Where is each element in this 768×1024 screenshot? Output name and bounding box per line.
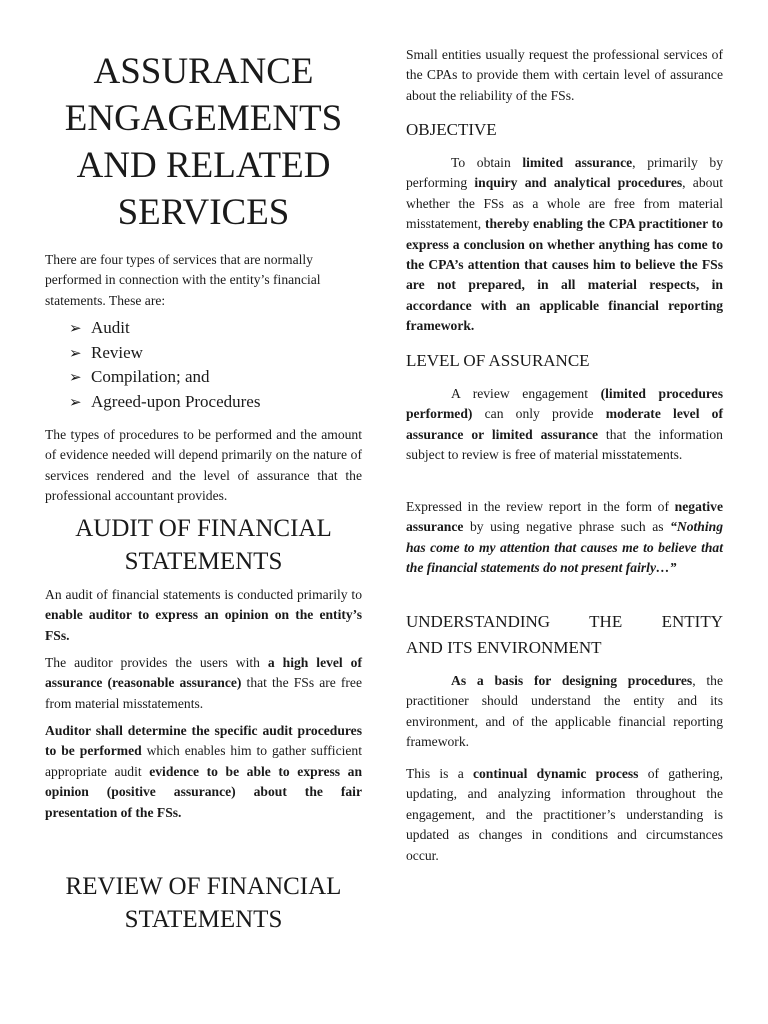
understanding-heading: UNDERSTANDING THE ENTITY	[406, 612, 723, 631]
review-section-title: REVIEW OF FINANCIAL STATEMENTS	[65, 873, 342, 933]
arrow-bullet-icon: ➢	[69, 319, 82, 337]
understanding-paragraph-2: This is a continual dynamic process of gathering, updating, and analyzing information throughout the engagement, and the practitioner’s understanding is updated as changes in conditions and circumstances occur.	[406, 766, 723, 863]
level-paragraph-1: A review engagement (limited procedures performed) can only provide moderate level of assurance or limited assurance that the information subject to review is free of material misstatements.	[406, 386, 723, 463]
main-title-line: ENGAGEMENTS	[64, 98, 343, 139]
arrow-bullet-icon: ➢	[69, 392, 82, 411]
main-title-line: ASSURANCE	[93, 51, 314, 92]
arrow-bullet-icon: ➢	[69, 368, 82, 386]
procedures-paragraph: The types of procedures to be performed and the amount of evidence needed will depend primarily on the nature of services rendered and the level of assurance that the professional accountant provides.	[45, 427, 362, 504]
arrow-bullet-icon: ➢	[69, 343, 82, 362]
list-item: ➢ Review	[69, 341, 359, 366]
audit-section-title: AUDIT OF FINANCIAL STATEMENTS	[75, 515, 332, 575]
main-title	[45, 48, 362, 236]
understanding-paragraph-1: As a basis for designing procedures, the practitioner should understand the entity and its environment, and of the applicable financial reporting framework.	[406, 673, 724, 750]
list-item: ➢ Audit	[69, 316, 359, 341]
small-entities-paragraph: Small entities usually request the professional services of the CPAs to provide them with certain level of assurance about the reliability of the FSs.	[406, 47, 723, 103]
level-of-assurance-heading: LEVEL OF ASSURANCE	[406, 351, 590, 370]
services-list	[69, 316, 359, 414]
audit-paragraph-2: The auditor provides the users with a high level of assurance (reasonable assurance) that the FSs are free from material misstatements.	[45, 655, 362, 711]
understanding-heading-line-2: AND ITS ENVIRONMENT	[406, 638, 602, 657]
list-item: ➢ Compilation; and	[69, 365, 359, 390]
main-title-line: SERVICES	[117, 192, 290, 233]
main-title-line: AND RELATED	[76, 145, 331, 186]
level-paragraph-2: Expressed in the review report in the form of negative assurance by using negative phrase such as “Nothing has come to my attention that causes me to believe that the financial statements do not present fairly…”	[406, 499, 723, 576]
list-item: ➢ Agreed-upon Procedures	[69, 390, 359, 415]
intro-paragraph: There are four types of services that are normally performed in connection with the entity’s financial statements. These are:	[45, 252, 321, 308]
objective-heading: OBJECTIVE	[406, 120, 497, 139]
objective-paragraph: To obtain limited assurance, primarily by performing inquiry and analytical procedures, about whether the FSs as a whole are free from material misstatement, thereby enabling the CPA practitioner to express a conclusion on whether anything has come to the CPA’s attention that causes him to believe the FSs are not prepared, in all material respects, in accordance with an applicable financial reporting framework.	[406, 155, 723, 334]
audit-paragraph-3: Auditor shall determine the specific audit procedures to be performed which enables him to gather sufficient appropriate audit evidence to be able to express an opinion (positive assurance) about the fair presentation of the FSs.	[45, 723, 363, 820]
audit-paragraph-1: An audit of financial statements is conducted primarily to enable auditor to express an opinion on the entity’s FSs.	[45, 587, 362, 643]
